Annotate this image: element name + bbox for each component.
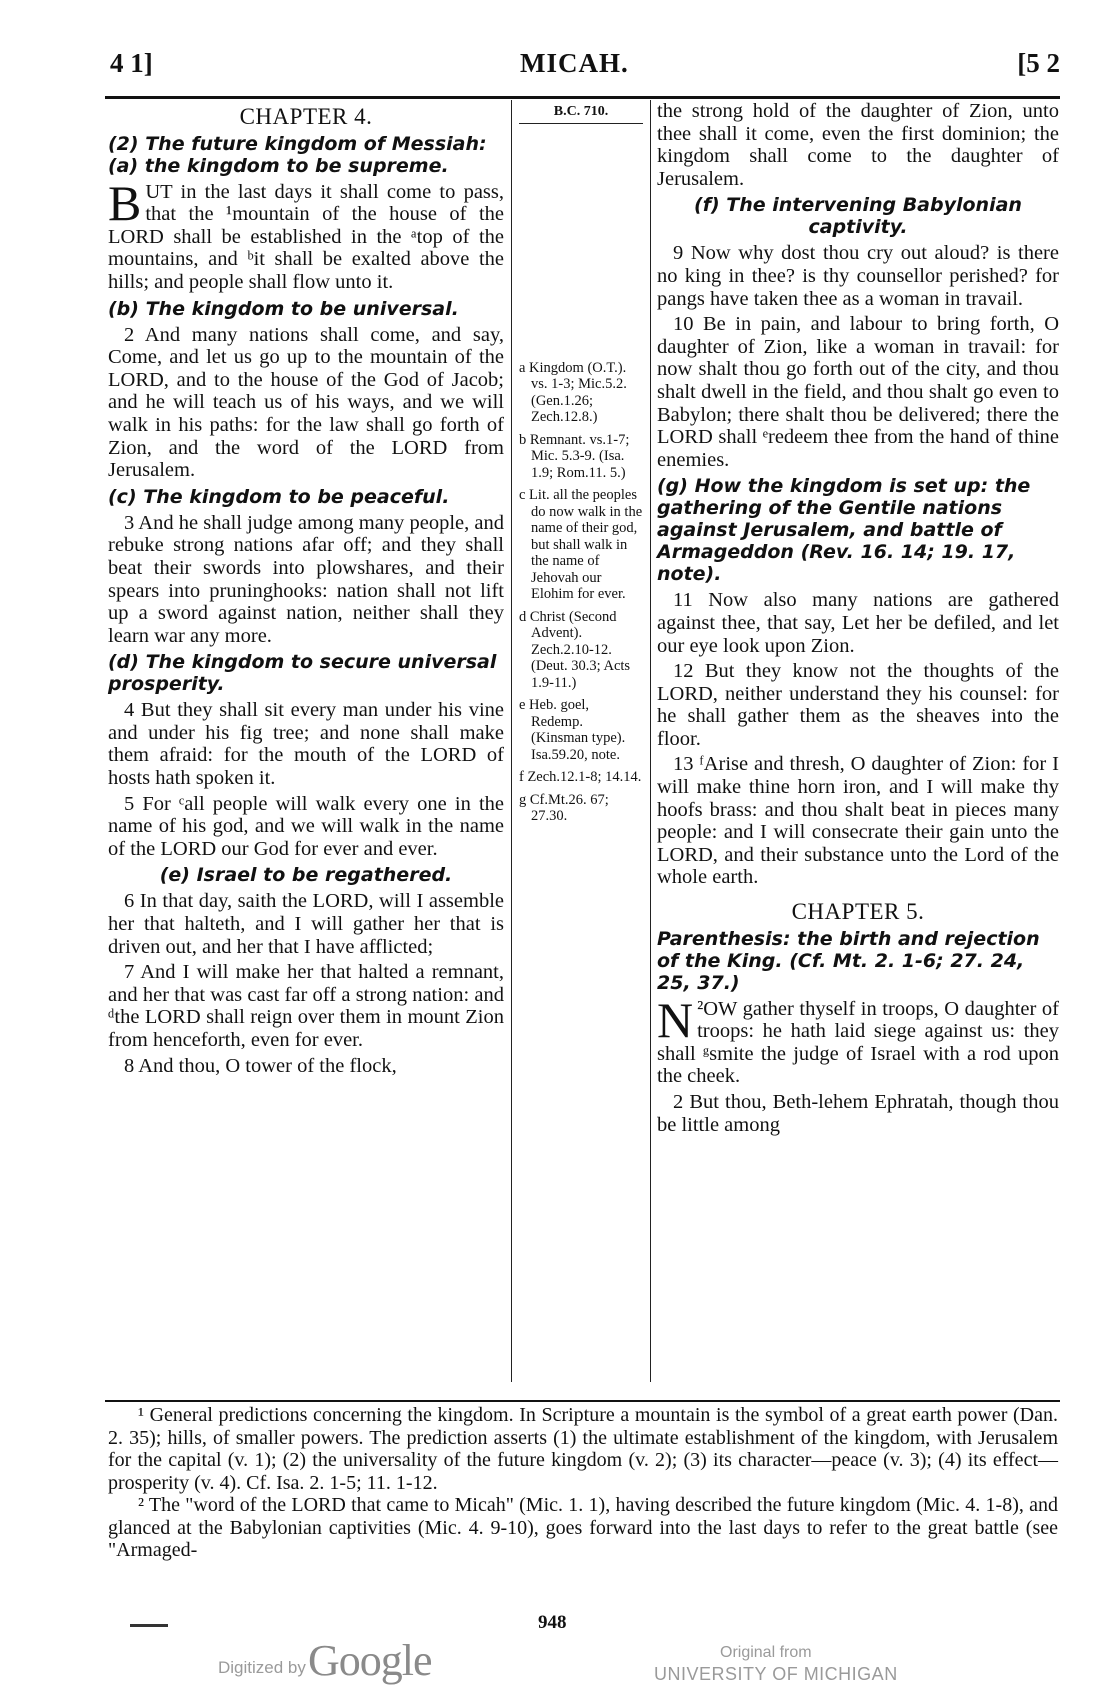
reference-note-b: b Remnant. vs.1-7; Mic. 5.3-9. (Isa. 1.9; Rom.11. 5.) <box>519 431 630 481</box>
footnotes <box>108 1404 1058 1562</box>
book-title: MICAH. <box>520 48 629 78</box>
verse-4: 4 But they shall sit every man under his vine and under his fig tree; and none shall make them afraid: for the mouth of the LORD of hosts hath spoken it. <box>108 699 504 790</box>
section-heading-a: (2) The future kingdom of Messiah: (a) the kingdom to be supreme. <box>108 132 487 177</box>
reference-note-g: g Cf.Mt.26. 67; 27.30. <box>519 791 609 824</box>
verse-3: 3 And he shall judge among many people, and rebuke strong nations afar off; and they shall beat their swords into plowshares, and their spears into pruninghooks: nation shall not lift up a sword against nation, neither shall they learn war any more. <box>108 511 504 647</box>
section-heading-d: (d) The kingdom to secure universal prosperity. <box>108 651 497 696</box>
verse-1-text: UT in the last days it shall come to pass, that the ¹mountain of the house of the LORD shall be established in the ᵃtop of the mountains, and ᵇit shall be exalted above the hills; and people shall flow unto it. <box>108 180 504 293</box>
chapter-5-verse-2: 2 But thou, Beth-lehem Ephratah, though thou be little among <box>657 1091 1059 1136</box>
section-heading-f: (f) The intervening Babylonian captivity. <box>694 194 1022 239</box>
reference-note-f: f Zech.12.1-8; 14.14. <box>519 769 642 785</box>
verse-13: 13 ᶠArise and thresh, O daughter of Zion: for I will make thine horn iron, and I will make thy hoofs brass: and thou shalt beat in pieces many people: and I will consecrate their gain unto the LORD, and their substance unto the Lord of the whole earth. <box>657 753 1059 889</box>
date-label: B.C. 710. <box>519 100 643 124</box>
verse-8-continued: the strong hold of the daughter of Zion, unto thee shall it come, even the first dominion; the kingdom shall come to the daughter of Jerusalem. <box>657 100 1059 190</box>
google-logo: Google <box>308 1636 432 1685</box>
verse-1 <box>108 174 504 294</box>
section-heading-e: (e) Israel to be regathered. <box>159 864 453 887</box>
running-head-right: [5 2 <box>1017 48 1060 78</box>
chapter-5-verse-1-text: ²OW gather thyself in troops, O daughter of troops: he hath laid siege against us: they shall ᵍsmite the judge of Israel with a rod upon the cheek. <box>657 997 1059 1088</box>
page-number: 948 <box>538 1612 567 1633</box>
column-divider-right <box>650 100 651 1382</box>
drop-cap-n: N <box>657 991 694 1048</box>
section-heading-g: (g) How the kingdom is set up: the gathering of the Gentile nations against Jerusalem, and battle of Armageddon (Rev. 16. 14; 19. 17, note). <box>657 475 1031 586</box>
verse-5: 5 For ᶜall people will walk every one in the name of his god, and we will walk in the name of the LORD our God for ever and ever. <box>108 792 504 860</box>
section-heading-c: (c) The kingdom to be peaceful. <box>108 485 450 508</box>
footnote-rule <box>105 1400 1060 1402</box>
right-text-column <box>657 100 1059 1139</box>
verse-8: 8 And thou, O tower of the flock, <box>124 1054 397 1077</box>
running-head <box>110 48 1060 88</box>
verse-6: 6 In that day, saith the LORD, will I assemble her that halteth, and I will gather her that is driven out, and her that I have afflicted; <box>108 890 504 958</box>
left-text-column <box>108 100 504 1080</box>
reference-note-a: a Kingdom (O.T.). vs. 1-3; Mic.5.2. (Gen.1.26; Zech.12.8.) <box>519 359 627 425</box>
verse-2: 2 And many nations shall come, and say, Come, and let us go up to the mountain of the LORD, and to the house of the God of Jacob; and he will teach us of his ways, and we will walk in his paths: for the law shall go forth of Zion, and the word of the LORD from Jerusalem. <box>108 323 504 482</box>
verse-9: 9 Now why dost thou cry out aloud? is there no king in thee? is thy counsellor perished? for pangs have taken thee as a woman in travail. <box>657 242 1059 310</box>
original-from-label: Original from <box>720 1644 812 1661</box>
verse-11: 11 Now also many nations are gathered against thee, that say, Let her be defiled, and let our eye look upon Zion. <box>657 589 1059 657</box>
verse-7: 7 And I will make her that halted a remnant, and her that was cast far off a strong nation: and ᵈthe LORD shall reign over them in mount Zion from henceforth, even for ever. <box>108 961 504 1051</box>
running-head-left: 4 1] <box>110 48 153 78</box>
footnote-2: ² The "word of the LORD that came to Micah" (Mic. 1. 1), having described the future kingdom (Mic. 4. 1-8), and glanced at the Babylonian captivities (Mic. 4. 9-10), goes forward into the last days to refer to the great battle (see "Armaged- <box>108 1494 1058 1561</box>
chapter-5-title: CHAPTER 5. <box>791 899 925 925</box>
verse-12: 12 But they know not the thoughts of the LORD, neither understand they his counsel: for he shall gather them as the sheaves into the floor. <box>657 660 1059 750</box>
reference-note-d: d Christ (Second Advent). Zech.2.10-12. (Deut. 30.3; Acts 1.9-11.) <box>519 608 631 691</box>
chapter-4-title: CHAPTER 4. <box>239 104 373 129</box>
pen-mark <box>130 1624 168 1627</box>
reference-column <box>519 100 643 831</box>
column-divider-left <box>511 100 512 1382</box>
footnote-1: ¹ General predictions concerning the kingdom. In Scripture a mountain is the symbol of a great earth power (Dan. 2. 35); hills, of smaller powers. The prediction asserts (1) the ultimate establishment of the kingdom, with Jerusalem for the capital (v. 1); (2) the universality of the future kingdom (v. 2); (3) its character—peace (v. 3); (4) its effect—prosperity (v. 4). Cf. Isa. 2. 1-5; 11. 1-12. <box>108 1404 1058 1494</box>
source-library-label: UNIVERSITY OF MICHIGAN <box>654 1664 898 1684</box>
chapter-5-heading: Parenthesis: the birth and rejection of the King. (Cf. Mt. 2. 1-6; 27. 24, 25, 37.) <box>657 927 1040 994</box>
header-rule <box>105 96 1060 99</box>
verse-10: 10 Be in pain, and labour to bring forth, O daughter of Zion, like a woman in travail: for now shalt thou go forth out of the city, and thou shalt dwell in the field, and thou shalt go even to Babylon; there shalt thou be delivered; there the LORD shall ᵉredeem thee from the hand of thine enemies. <box>657 313 1059 471</box>
digitized-by-label: Digitized by <box>218 1658 306 1677</box>
reference-note-c: c Lit. all the peoples do now walk in the name of their god, but shall walk in the name of Jehovah our Elohim for ever. <box>519 487 643 602</box>
reference-note-e: e Heb. goel, Redemp. (Kinsman type). Isa.59.20, note. <box>519 697 626 763</box>
drop-cap: B <box>108 174 142 231</box>
section-heading-b: (b) The kingdom to be universal. <box>108 297 459 320</box>
chapter-5-verse-1 <box>657 991 1059 1088</box>
